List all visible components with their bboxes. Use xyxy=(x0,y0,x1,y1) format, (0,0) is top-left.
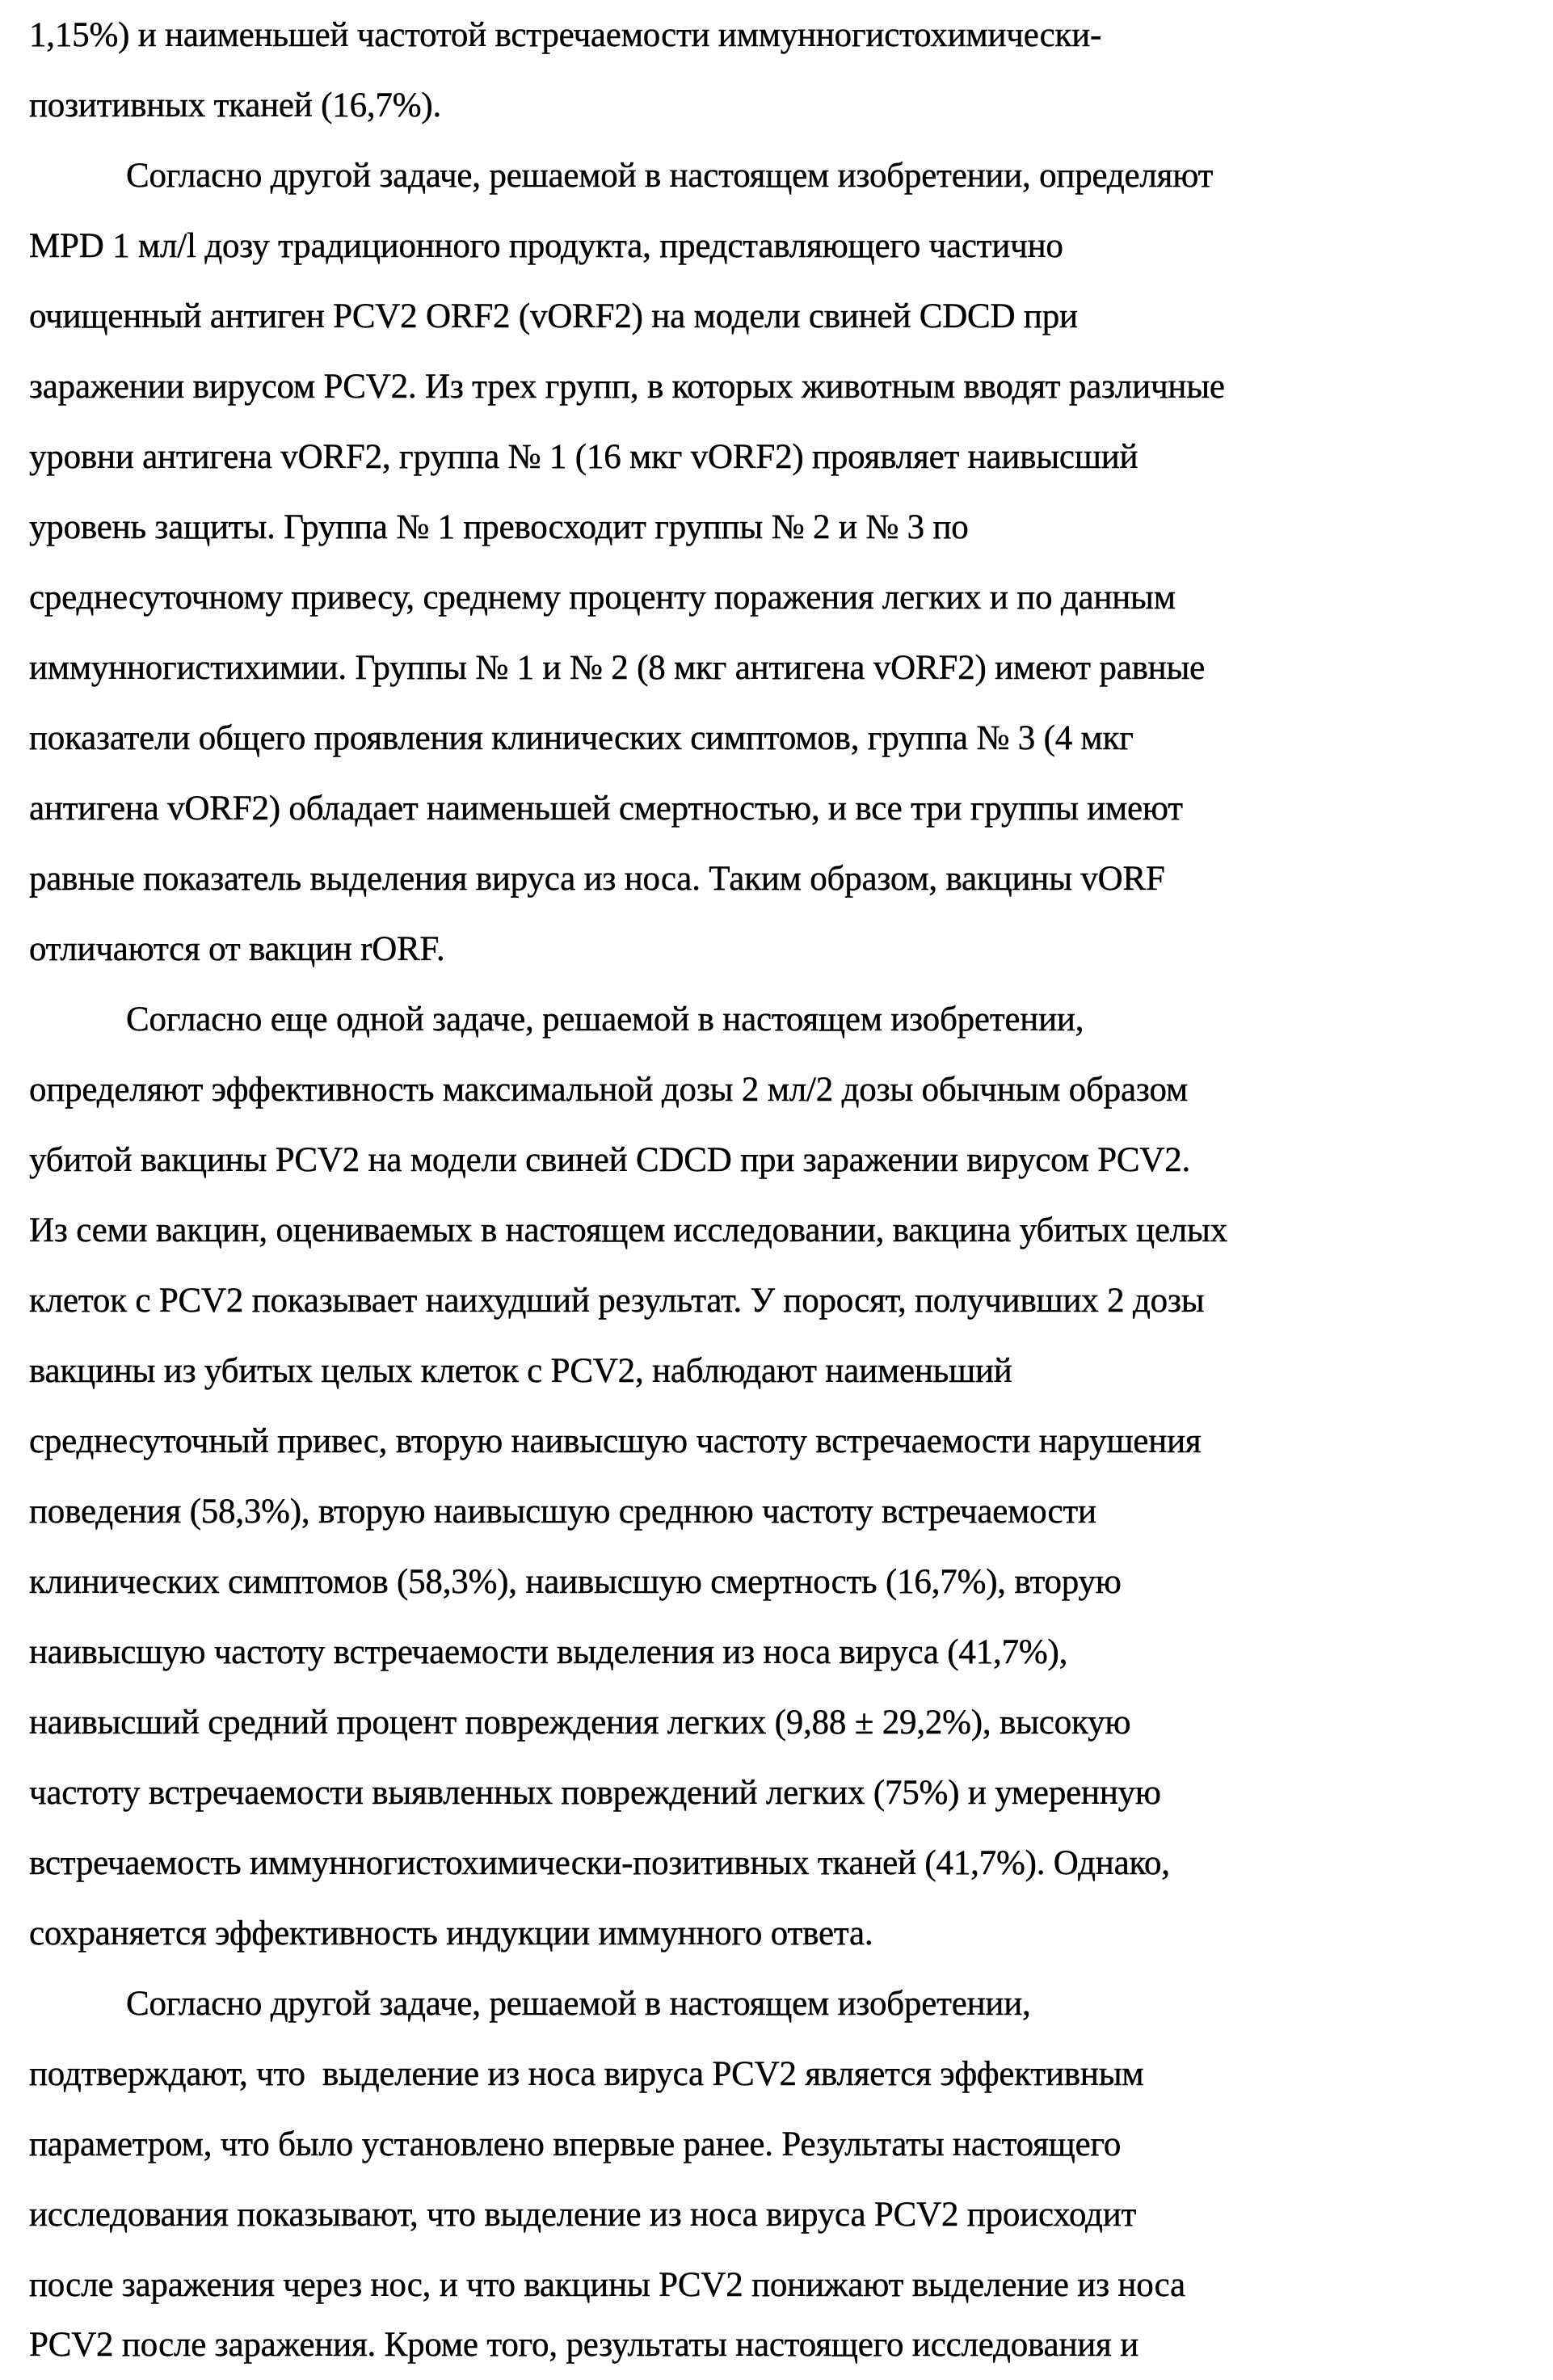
text-line: поведения (58,3%), вторую наивысшую среднюю частоту встречаемости xyxy=(29,1493,1096,1531)
text-line: вакцины из убитых целых клеток с PCV2, наблюдают наименьший xyxy=(29,1352,1012,1390)
text-line: подтверждают, что выделение из носа вируса PCV2 является эффективным xyxy=(29,2055,1144,2093)
text-line: после заражения через нос, и что вакцины PCV2 понижают выделение из носа xyxy=(29,2266,1185,2304)
text-line: частоту встречаемости выявленных повреждений легких (75%) и умеренную xyxy=(29,1774,1161,1812)
text-line: MPD 1 мл/l дозу традиционного продукта, представляющего частично xyxy=(29,227,1063,265)
text-line: антигена vORF2) обладает наименьшей смертностью, и все три группы имеют xyxy=(29,790,1183,828)
text-line: клинических симптомов (58,3%), наивысшую смертность (16,7%), вторую xyxy=(29,1563,1122,1601)
text-line: исследования показывают, что выделение из носа вируса PCV2 происходит xyxy=(29,2196,1137,2234)
text-line: очищенный антиген PCV2 ORF2 (vORF2) на модели свиней CDCD при xyxy=(29,297,1078,335)
text-line: убитой вакцины PCV2 на модели свиней CDCD при заражении вирусом PCV2. xyxy=(29,1141,1191,1179)
paragraph-first-line: Согласно еще одной задаче, решаемой в настоящем изобретении, xyxy=(126,1000,1084,1038)
text-line: среднесуточный привес, вторую наивысшую частоту встречаемости нарушения xyxy=(29,1422,1202,1460)
paragraph-first-line: Согласно другой задаче, решаемой в настоящем изобретении, определяют xyxy=(126,157,1214,195)
text-line: заражении вирусом PCV2. Из трех групп, в которых животным вводят различные xyxy=(29,368,1225,406)
text-line: встречаемость иммунногистохимически-позитивных тканей (41,7%). Однако, xyxy=(29,1844,1170,1882)
text-line: PCV2 после заражения. Кроме того, результаты настоящего исследования и xyxy=(29,2326,1139,2364)
text-line: показатели общего проявления клинических симптомов, группа № 3 (4 мкг xyxy=(29,719,1134,757)
text-line: среднесуточному привесу, среднему проценту поражения легких и по данным xyxy=(29,579,1176,617)
text-line: отличаются от вакцин rORF. xyxy=(29,930,445,968)
text-line: наивысший средний процент повреждения легких (9,88 ± 29,2%), высокую xyxy=(29,1704,1131,1742)
text-line: иммунногистихимии. Группы № 1 и № 2 (8 мкг антигена vORF2) имеют равные xyxy=(29,649,1206,687)
text-line: клеток с PCV2 показывает наихудший результат. У поросят, получивших 2 дозы xyxy=(29,1282,1205,1320)
text-line: Из семи вакцин, оцениваемых в настоящем исследовании, вакцина убитых целых xyxy=(29,1211,1228,1249)
text-line: определяют эффективность максимальной дозы 2 мл/2 дозы обычным образом xyxy=(29,1071,1188,1109)
text-line: равные показатель выделения вируса из носа. Таким образом, вакцины vORF xyxy=(29,860,1165,898)
paragraph-first-line: Согласно другой задаче, решаемой в настоящем изобретении, xyxy=(126,1985,1031,2023)
text-line: параметром, что было установлено впервые ранее. Результаты настоящего xyxy=(29,2125,1122,2163)
text-line: сохраняется эффективность индукции иммунного ответа. xyxy=(29,1915,873,1952)
text-line: 1,15%) и наименьшей частотой встречаемости иммунногистохимически- xyxy=(29,16,1102,54)
text-line: позитивных тканей (16,7%). xyxy=(29,86,442,124)
text-line: наивысшую частоту встречаемости выделения из носа вируса (41,7%), xyxy=(29,1633,1068,1671)
text-line: уровни антигена vORF2, группа № 1 (16 мкг vORF2) проявляет наивысший xyxy=(29,438,1138,476)
text-line: уровень защиты. Группа № 1 превосходит группы № 2 и № 3 по xyxy=(29,508,969,546)
